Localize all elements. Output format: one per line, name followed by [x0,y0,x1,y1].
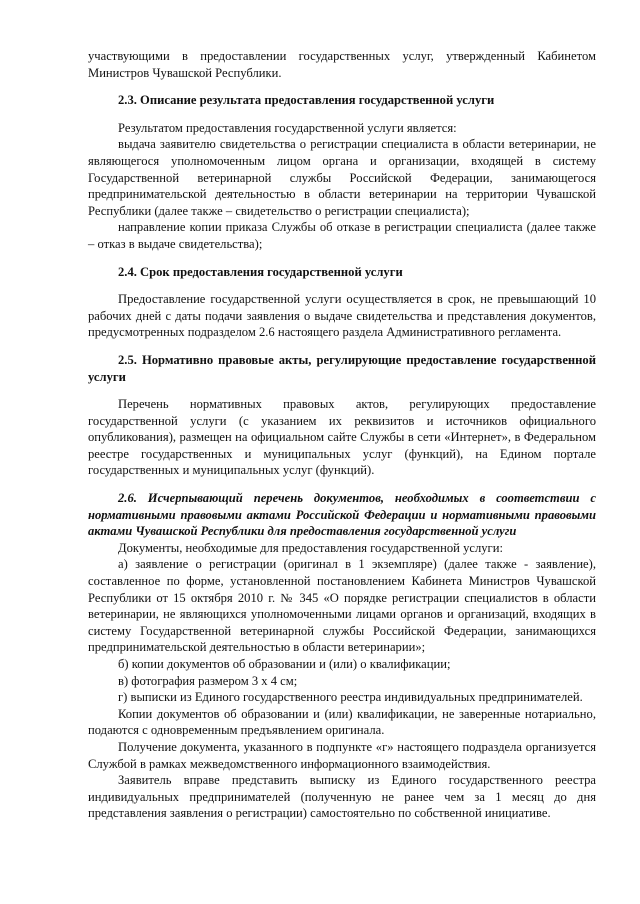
section-2-4-paragraph: Предоставление государственной услуги осуществляется в срок, не превышающий 10 рабочих дней с даты подачи заявления о выдаче свидетельства и представления документов, предусмотренных подразделом 2.6 настоящего раздела Административного регламента. [88,292,596,340]
section-2-6-heading: 2.6. Исчерпывающий перечень документов, необходимых в соответствии с нормативными правовыми актами Российской Федерации и нормативными правовыми актами Чувашской Республики для предоставления государственной услуги [88,491,596,539]
section-2-6-item-g: г) выписки из Единого государственного реестра индивидуальных предпринимателей. [118,690,583,705]
section-2-6-item-v: в) фотография размером 3 х 4 см; [118,673,298,688]
section-2-3-heading: 2.3. Описание результата предоставления государственной услуги [118,93,495,108]
section-2-5-heading: 2.5. Нормативно правовые акты, регулирующие предоставление государственной услуги [88,352,596,384]
section-2-6-paragraph: Документы, необходимые для предоставления государственной услуги: [118,540,503,555]
section-2-5-paragraph: Перечень нормативных правовых актов, регулирующих предоставление государственной услуги (с указанием их реквизитов и источников официального опубликования), размещен на официальном сайте Службы в сети «Интернет», в Федеральном реестре государственных и муниципальных услуг (функций), на Едином портале государственных и муниципальных услуг (функций). [88,397,596,478]
document-page [88,48,596,822]
section-2-6-paragraph: Заявитель вправе представить выписку из Единого государственного реестра индивидуальных предпринимателей (полученную не ранее чем за 1 месяц до дня представления заявления о регистрации) самостоятельно по собственной инициативе. [88,773,596,821]
section-2-6-item-b: б) копии документов об образовании и (или) о квалификации; [118,657,451,671]
section-2-4-heading: 2.4. Срок предоставления государственной услуги [118,264,403,279]
section-2-3-paragraph: Результатом предоставления государственной услуги является: [118,120,457,135]
intro-paragraph: участвующими в предоставлении государственных услуг, утвержденный Кабинетом Министров Чувашской Республики. [88,49,596,80]
section-2-3-paragraph: выдача заявителю свидетельства о регистрации специалиста в области ветеринарии, не являющегося уполномоченным лицом органа и организации, входящей в систему Государственной ветеринарной службы Российской Федерации, занимающегося предпринимательской деятельностью в области ветеринарии на территории Чувашской Республики (далее также – свидетельство о регистрации специалиста); [88,137,596,218]
section-2-6-paragraph: Получение документа, указанного в подпункте «г» настоящего подраздела организуется Службой в рамках межведомственного информационного взаимодействия. [88,739,596,771]
section-2-3-paragraph: направление копии приказа Службы об отказе в регистрации специалиста (далее также – отказ в выдаче свидетельства); [88,220,596,251]
section-2-6-item-a: а) заявление о регистрации (оригинал в 1 экземпляре) (далее также - заявление), составленное по форме, установленной постановлением Кабинета Министров Чувашской Республики от 15 октября 2010 г. № 345 «О порядке регистрации специалистов в области ветеринарии, не являющихся уполномоченными лицами органов и организаций, входящих в систему Государственной ветеринарной службы Российской Федерации, занимающихся предпринимательской деятельностью в области ветеринарии»; [88,557,596,655]
section-2-6-paragraph: Копии документов об образовании и (или) квалификации, не заверенные нотариально, подаются с одновременным предъявлением оригинала. [88,706,596,738]
